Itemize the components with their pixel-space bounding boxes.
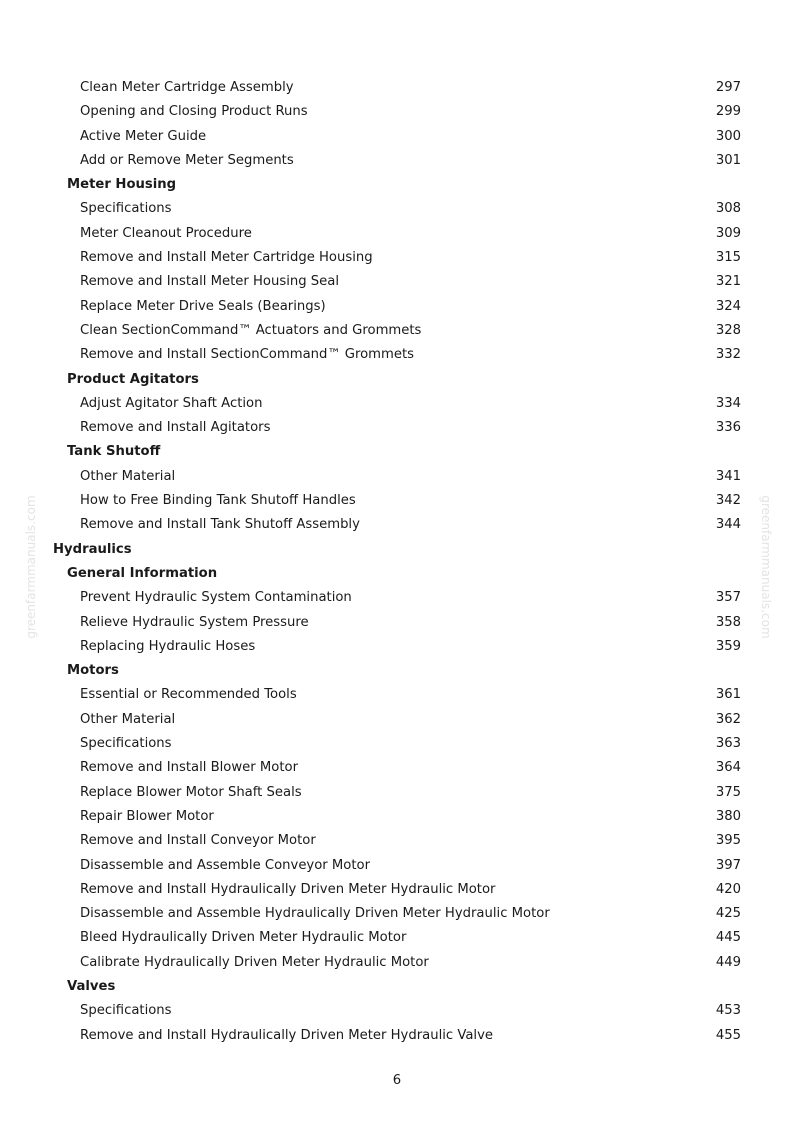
toc-entry-page-number[interactable]: 453 — [715, 1003, 741, 1019]
toc-entry-page-number[interactable]: 301 — [715, 152, 741, 168]
toc-section-heading — [0, 173, 794, 197]
toc-entry[interactable] — [0, 732, 794, 756]
toc-entry-page-number[interactable]: 358 — [715, 614, 741, 630]
toc-entry-page-number[interactable]: 363 — [715, 736, 741, 752]
toc-entry-page-number[interactable]: 362 — [715, 711, 741, 727]
toc-entry[interactable] — [0, 319, 794, 343]
toc-entry[interactable] — [0, 878, 794, 902]
toc-section-heading — [0, 659, 794, 683]
toc-entry-title[interactable]: Clean Meter Cartridge Assembly — [80, 80, 294, 95]
toc-entry-page-number[interactable]: 397 — [715, 857, 741, 873]
toc-entry-page-number[interactable]: 300 — [715, 128, 741, 144]
toc-entry-title[interactable]: Remove and Install Hydraulically Driven Meter Hydraulic Valve — [80, 1027, 494, 1043]
toc-entry-title: Meter Housing — [67, 177, 177, 193]
toc-section-heading — [0, 538, 794, 562]
toc-entry-title[interactable]: Essential or Recommended Tools — [80, 687, 297, 703]
toc-entry[interactable] — [0, 270, 794, 294]
toc-section-heading — [0, 368, 794, 392]
toc-entry[interactable] — [0, 197, 794, 221]
toc-entry-page-number[interactable]: 324 — [715, 298, 741, 314]
toc-entry[interactable] — [0, 902, 794, 926]
toc-entry-title[interactable]: Remove and Install Meter Housing Seal — [80, 274, 340, 290]
toc-entry[interactable] — [0, 683, 794, 707]
toc-entry-title[interactable]: Repair Blower Motor — [80, 808, 214, 824]
toc-entry[interactable] — [0, 586, 794, 610]
toc-entry-title[interactable]: Clean SectionCommand™ Actuators and Grommets — [80, 322, 422, 338]
toc-entry[interactable] — [0, 125, 794, 149]
toc-entry[interactable] — [0, 951, 794, 975]
table-of-contents — [0, 76, 794, 1048]
page-number: 6 — [392, 1073, 402, 1088]
toc-entry[interactable] — [0, 489, 794, 513]
toc-entry-page-number[interactable]: 359 — [715, 638, 741, 654]
toc-entry-page-number[interactable]: 445 — [715, 930, 741, 946]
toc-entry[interactable] — [0, 635, 794, 659]
toc-entry[interactable] — [0, 999, 794, 1023]
toc-entry-title[interactable]: Replace Blower Motor Shaft Seals — [80, 784, 302, 800]
toc-entry-title[interactable]: Adjust Agitator Shaft Action — [80, 395, 263, 411]
watermark-text: greenfarmmanuals.com — [759, 495, 773, 639]
toc-entry-page-number[interactable]: 315 — [715, 250, 741, 266]
watermark-text: greenfarmmanuals.com — [24, 495, 38, 639]
toc-entry-page-number[interactable]: 308 — [715, 201, 741, 217]
toc-entry-page-number[interactable]: 344 — [715, 517, 741, 533]
toc-entry-page-number[interactable]: 364 — [715, 760, 741, 776]
toc-entry[interactable] — [0, 1024, 794, 1048]
toc-entry[interactable] — [0, 416, 794, 440]
toc-section-heading — [0, 562, 794, 586]
toc-entry-title: Motors — [67, 663, 119, 679]
toc-entry[interactable] — [0, 611, 794, 635]
toc-entry[interactable] — [0, 149, 794, 173]
toc-entry-page-number[interactable]: 425 — [715, 906, 741, 922]
toc-entry-title[interactable]: Remove and Install Agitators — [80, 420, 271, 436]
toc-entry-title[interactable]: Meter Cleanout Procedure — [80, 225, 252, 241]
toc-entry-title[interactable]: Remove and Install Conveyor Motor — [80, 833, 316, 849]
toc-entry-title[interactable]: Bleed Hydraulically Driven Meter Hydraulic Motor — [80, 930, 407, 946]
toc-entry-page-number[interactable]: 341 — [715, 468, 741, 484]
toc-entry-title[interactable]: Add or Remove Meter Segments — [80, 152, 294, 168]
toc-entry-title[interactable]: Replace Meter Drive Seals (Bearings) — [80, 298, 326, 314]
toc-entry-page-number[interactable]: 420 — [715, 881, 741, 897]
toc-entry[interactable] — [0, 295, 794, 319]
toc-entry[interactable] — [0, 246, 794, 270]
toc-entry-page-number[interactable]: 380 — [715, 808, 741, 824]
toc-entry-title[interactable]: Specifications — [80, 201, 172, 217]
toc-entry-page-number[interactable]: 375 — [715, 784, 741, 800]
toc-entry-title[interactable]: Calibrate Hydraulically Driven Meter Hydraulic Motor — [80, 954, 429, 970]
toc-entry-title[interactable]: Specifications — [80, 1003, 172, 1019]
toc-entry-page-number[interactable]: 321 — [715, 274, 741, 290]
toc-entry-page-number[interactable]: 332 — [715, 347, 741, 363]
toc-entry-title[interactable]: Relieve Hydraulic System Pressure — [80, 614, 309, 630]
toc-entry-page-number[interactable]: 299 — [715, 104, 741, 120]
toc-entry-title[interactable]: Opening and Closing Product Runs — [80, 104, 308, 120]
toc-entry[interactable] — [0, 781, 794, 805]
toc-entry[interactable] — [0, 854, 794, 878]
toc-entry[interactable] — [0, 756, 794, 780]
toc-entry-title[interactable]: Remove and Install Hydraulically Driven Meter Hydraulic Motor — [80, 881, 496, 897]
toc-entry-title[interactable]: Replacing Hydraulic Hoses — [80, 638, 256, 654]
toc-entry-page-number[interactable]: 328 — [715, 322, 741, 338]
toc-section-heading — [0, 975, 794, 999]
toc-entry-title[interactable]: Disassemble and Assemble Conveyor Motor — [80, 857, 371, 873]
toc-entry-title: Valves — [67, 978, 116, 994]
toc-entry-page-number[interactable]: 449 — [715, 954, 741, 970]
toc-entry-title: Hydraulics — [53, 541, 132, 557]
toc-entry-title: Product Agitators — [67, 371, 199, 387]
toc-entry-title[interactable]: Specifications — [80, 736, 172, 752]
toc-entry-page-number[interactable]: 357 — [715, 590, 741, 606]
toc-entry[interactable] — [0, 465, 794, 489]
toc-entry-page-number[interactable]: 336 — [715, 420, 741, 436]
toc-entry-page-number[interactable]: 361 — [715, 687, 741, 703]
toc-entry[interactable] — [0, 222, 794, 246]
toc-entry-title[interactable]: Other Material — [80, 711, 176, 727]
toc-entry-title[interactable]: Remove and Install Meter Cartridge Housing — [80, 250, 373, 266]
toc-entry-title: Tank Shutoff — [67, 444, 161, 460]
toc-entry[interactable] — [0, 76, 794, 100]
toc-entry[interactable] — [0, 513, 794, 537]
toc-entry-page-number[interactable]: 297 — [715, 80, 741, 95]
toc-entry-page-number[interactable]: 342 — [715, 493, 741, 509]
toc-entry[interactable] — [0, 926, 794, 950]
toc-entry[interactable] — [0, 392, 794, 416]
toc-entry-title: General Information — [67, 565, 218, 581]
toc-entry[interactable] — [0, 829, 794, 853]
toc-entry[interactable] — [0, 708, 794, 732]
toc-entry[interactable] — [0, 805, 794, 829]
toc-entry[interactable] — [0, 100, 794, 124]
toc-entry-page-number[interactable]: 334 — [715, 395, 741, 411]
toc-entry-title[interactable]: How to Free Binding Tank Shutoff Handles — [80, 493, 356, 509]
toc-entry-title[interactable]: Other Material — [80, 468, 176, 484]
toc-entry-title[interactable]: Remove and Install SectionCommand™ Grommets — [80, 347, 415, 363]
toc-entry-title[interactable]: Remove and Install Tank Shutoff Assembly — [80, 517, 360, 533]
toc-entry-page-number[interactable]: 395 — [715, 833, 741, 849]
toc-entry-title[interactable]: Disassemble and Assemble Hydraulically Driven Meter Hydraulic Motor — [80, 906, 550, 922]
toc-entry-title[interactable]: Prevent Hydraulic System Contamination — [80, 590, 352, 606]
toc-entry-page-number[interactable]: 309 — [715, 225, 741, 241]
toc-entry[interactable] — [0, 343, 794, 367]
toc-entry-title[interactable]: Active Meter Guide — [80, 128, 207, 144]
toc-entry-page-number[interactable]: 455 — [715, 1027, 741, 1043]
toc-entry-title[interactable]: Remove and Install Blower Motor — [80, 760, 298, 776]
toc-section-heading — [0, 440, 794, 464]
